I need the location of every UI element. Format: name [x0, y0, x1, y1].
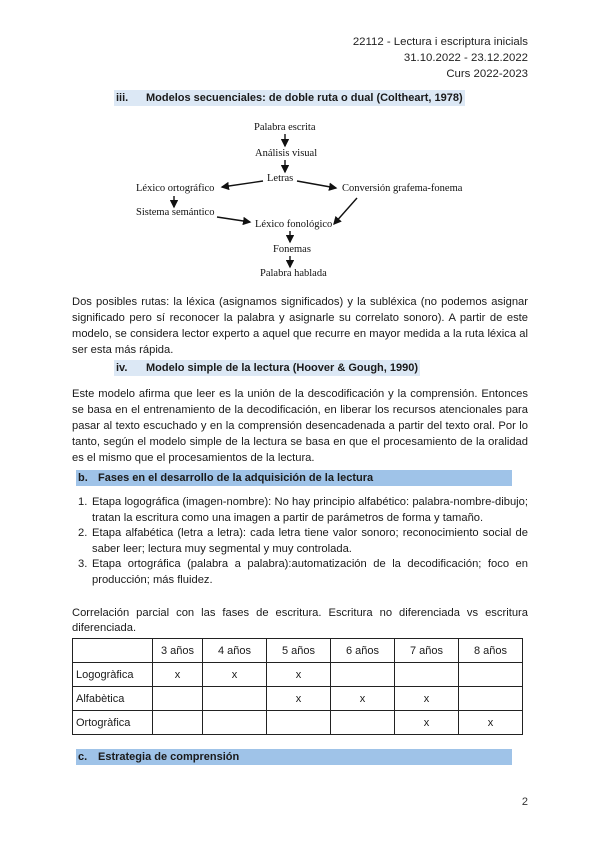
- node-letras: Letras: [267, 173, 294, 184]
- list-number: 2.: [78, 527, 88, 539]
- table-header-cell: 6 años: [331, 639, 395, 663]
- page-number: 2: [521, 796, 528, 808]
- table-cell: [153, 711, 203, 735]
- node-lexico-fonologico: Léxico fonológico: [255, 219, 333, 230]
- paragraph-routes: Dos posibles rutas: la léxica (asignamos significados) y la subléxica (no podemos asignar significado pero sí reconocer la palabra y asignarle su correlato sonoro). A partir de este modelo, se considera lector experto a aquel que recurre en mayor medida a la ruta léxica al ser esta más rápida.: [72, 296, 528, 356]
- course-title: 22112 - Lectura i escriptura inicials: [352, 36, 528, 48]
- table-header-cell: 8 años: [459, 639, 523, 663]
- table-row-label: Alfabètica: [73, 687, 153, 711]
- section-iii-title: Modelos secuenciales: de doble ruta o dual (Coltheart, 1978): [146, 92, 463, 104]
- table-cell: x: [395, 711, 459, 735]
- node-lexico-ortografico: Léxico ortográfico: [136, 183, 215, 194]
- section-iii-heading: [114, 90, 465, 106]
- list-text: Etapa ortográfica (palabra a palabra):automatización de la decodificación; foco en producción; más fluidez.: [92, 558, 528, 586]
- section-b-title: Fases en el desarrollo de la adquisición de la lectura: [98, 472, 374, 484]
- table-header-cell: 7 años: [395, 639, 459, 663]
- table-cell: [203, 687, 267, 711]
- dual-route-diagram: [130, 118, 463, 283]
- node-analisis-visual: Análisis visual: [255, 148, 318, 159]
- table-cell: x: [203, 663, 267, 687]
- table-cell: [459, 663, 523, 687]
- section-b-letter: b.: [78, 472, 88, 484]
- table-row-label: Ortogràfica: [73, 711, 153, 735]
- table-cell: x: [459, 711, 523, 735]
- section-c-title: Estrategia de comprensión: [98, 751, 240, 763]
- list-number: 1.: [78, 496, 88, 508]
- list-item: [72, 526, 528, 557]
- course-year: Curs 2022-2023: [446, 68, 528, 80]
- node-conversion-grafema-fonema: Conversión grafema-fonema: [342, 183, 463, 194]
- paragraph-simple-model: Este modelo afirma que leer es la unión de la descodificación y la comprensión. Entonces se basa en el entrenamiento de la decodificación, en liberar los recursos atencionales para pasar al texto escuchado y en la comprensión desencadenada a partir del texto oral. Por lo tanto, según el modelo simple de la lectura se basa en que el procesamiento de la oralidad es el mismo que el procesamientos de la lectura.: [72, 388, 528, 464]
- node-palabra-hablada: Palabra hablada: [260, 268, 327, 279]
- document-header: [353, 34, 528, 82]
- table-cell: x: [267, 687, 331, 711]
- table-cell: x: [153, 663, 203, 687]
- table-header-cell: [73, 639, 153, 663]
- section-iv-title: Modelo simple de la lectura (Hoover & Gough, 1990): [146, 362, 419, 374]
- diagram-arrows: [130, 118, 450, 283]
- list-item: [72, 495, 528, 526]
- table-header-cell: 5 años: [267, 639, 331, 663]
- list-number: 3.: [78, 558, 88, 570]
- section-c-letter: c.: [78, 751, 88, 763]
- table-cell: x: [267, 663, 331, 687]
- table-row: [73, 687, 523, 711]
- table-cell: [267, 711, 331, 735]
- table-header-cell: 3 años: [153, 639, 203, 663]
- table-row: [73, 663, 523, 687]
- section-iii-number: iii.: [116, 92, 129, 104]
- table-cell: x: [395, 687, 459, 711]
- table-cell: [331, 663, 395, 687]
- list-text: Etapa logográfica (imagen-nombre): No hay principio alfabético: palabra-nombre-dibujo; tratan la escritura como una imagen a partir de parámetros de forma y tamaño.: [92, 496, 528, 524]
- table-cell: [331, 711, 395, 735]
- section-iv-number: iv.: [116, 362, 128, 374]
- section-c-heading: [76, 749, 512, 765]
- table-header-cell: 4 años: [203, 639, 267, 663]
- phases-age-table: [72, 638, 523, 735]
- table-row-label: Logogràfica: [73, 663, 153, 687]
- node-palabra-escrita: Palabra escrita: [254, 122, 316, 133]
- section-iv-heading: [114, 360, 420, 376]
- table-cell: [395, 663, 459, 687]
- node-sistema-semantico: Sistema semántico: [136, 207, 215, 218]
- table-cell: [459, 687, 523, 711]
- list-text: Etapa alfabética (letra a letra): cada letra tiene valor sonoro; reconocimiento social de saber leer; lectura muy segmental y muy controlada.: [92, 527, 528, 555]
- list-item: [72, 557, 528, 588]
- section-b-heading: [76, 470, 512, 486]
- phases-list: [72, 495, 528, 588]
- table-row: [73, 711, 523, 735]
- node-fonemas: Fonemas: [273, 244, 311, 255]
- table-header-row: [73, 639, 523, 663]
- table-cell: [203, 711, 267, 735]
- table-cell: [153, 687, 203, 711]
- table-cell: x: [331, 687, 395, 711]
- paragraph-correlation: Correlación parcial con las fases de escritura. Escritura no diferenciada vs escritura diferenciada.: [72, 607, 528, 634]
- course-dates: 31.10.2022 - 23.12.2022: [403, 52, 528, 64]
